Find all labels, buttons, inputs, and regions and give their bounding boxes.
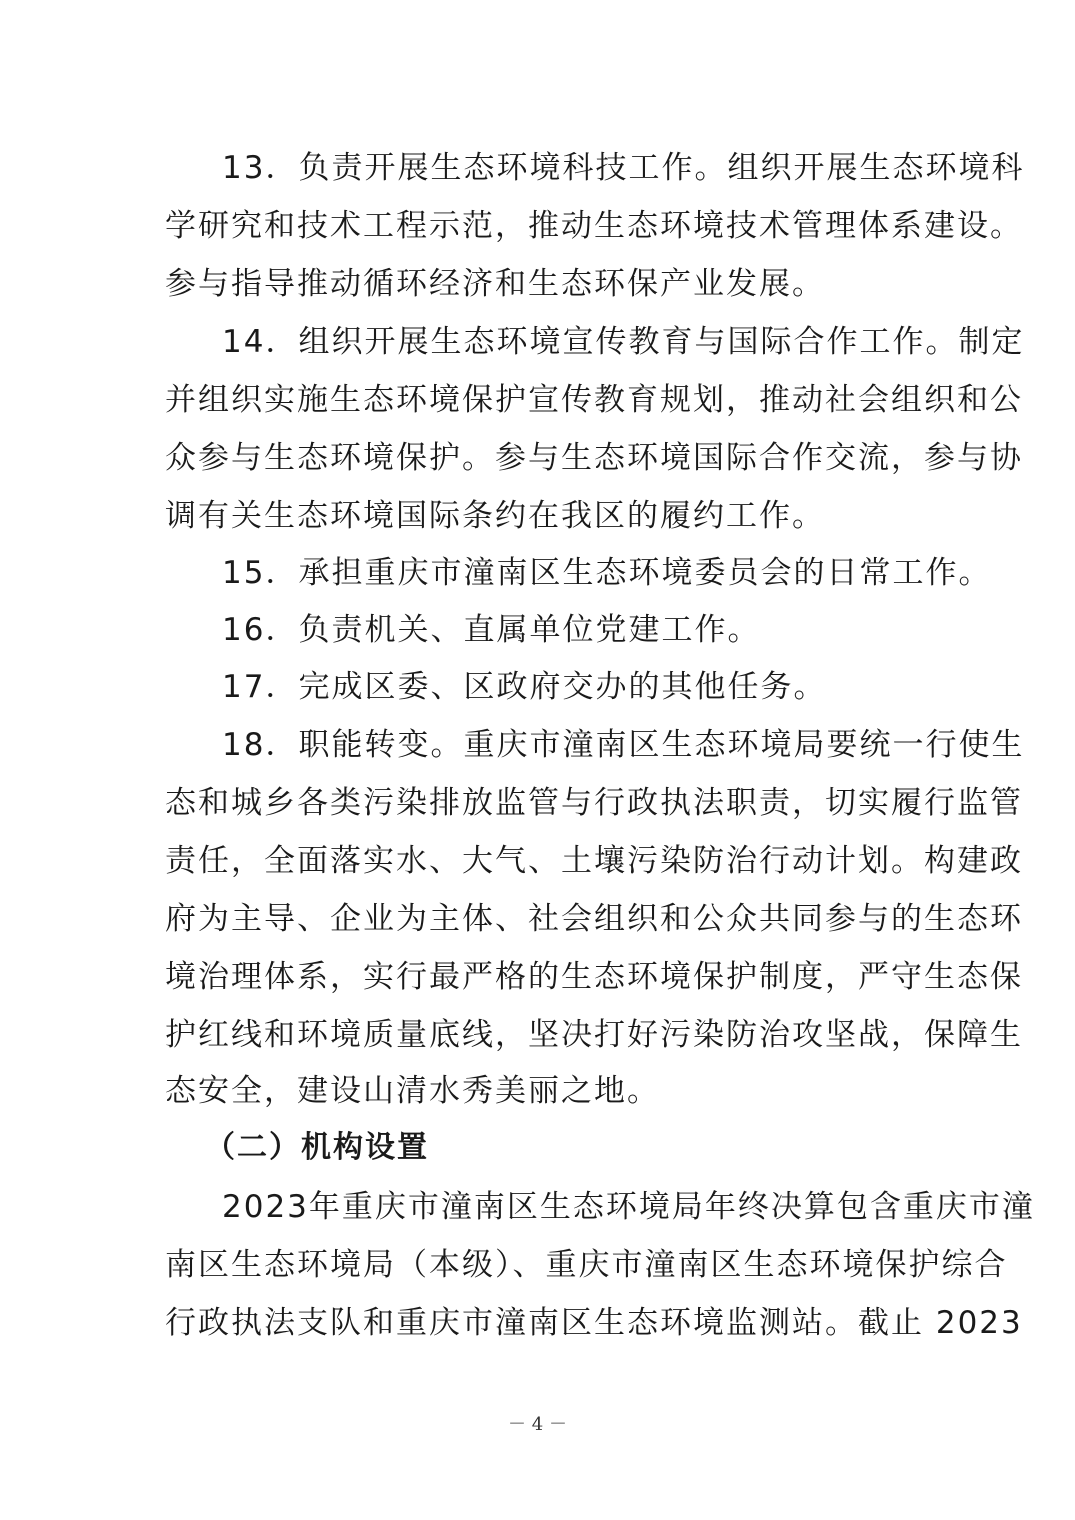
paragraph-13-line-1: 13．负责开展生态环境科技工作。组织开展生态环境科 [222,150,1025,186]
paragraph-18-line-7: 态安全，建设山清水秀美丽之地。 [165,1073,660,1109]
paragraph-14-line-2: 并组织实施生态环境保护宣传教育规划，推动社会组织和公 [165,382,1023,418]
paragraph-13-line-3: 参与指导推动循环经济和生态环保产业发展。 [165,266,825,302]
paragraph-13-line-2: 学研究和技术工程示范，推动生态环境技术管理体系建设。 [165,208,1023,244]
paragraph-14-line-3: 众参与生态环境保护。参与生态环境国际合作交流，参与协 [165,440,1023,476]
page-number: － 4 － [508,1414,567,1435]
section-paragraph-line-3: 行政执法支队和重庆市潼南区生态环境监测站。截止 2023 [165,1305,1023,1341]
paragraph-17-line-1: 17．完成区委、区政府交办的其他任务。 [222,669,827,705]
paragraph-14-line-1: 14．组织开展生态环境宣传教育与国际合作工作。制定 [222,324,1025,360]
paragraph-18-line-4: 府为主导、企业为主体、社会组织和公众共同参与的生态环 [165,901,1023,937]
paragraph-18-line-3: 责任，全面落实水、大气、土壤污染防治行动计划。构建政 [165,843,1023,879]
paragraph-18-line-5: 境治理体系，实行最严格的生态环境保护制度，严守生态保 [165,959,1023,995]
paragraph-14-line-4: 调有关生态环境国际条约在我区的履约工作。 [165,498,825,534]
section-heading: （二）机构设置 [205,1130,429,1165]
paragraph-18-line-6: 护红线和环境质量底线，坚决打好污染防治攻坚战，保障生 [165,1017,1023,1053]
paragraph-18-line-2: 态和城乡各类污染排放监管与行政执法职责，切实履行监管 [165,785,1023,821]
paragraph-15-line-1: 15．承担重庆市潼南区生态环境委员会的日常工作。 [222,555,992,591]
section-paragraph-line-2: 南区生态环境局（本级）、重庆市潼南区生态环境保护综合 [165,1247,1008,1283]
section-paragraph-line-1: 2023年重庆市潼南区生态环境局年终决算包含重庆市潼 [222,1189,1035,1225]
paragraph-16-line-1: 16．负责机关、直属单位党建工作。 [222,612,761,648]
paragraph-18-line-1: 18．职能转变。重庆市潼南区生态环境局要统一行使生 [222,727,1025,763]
